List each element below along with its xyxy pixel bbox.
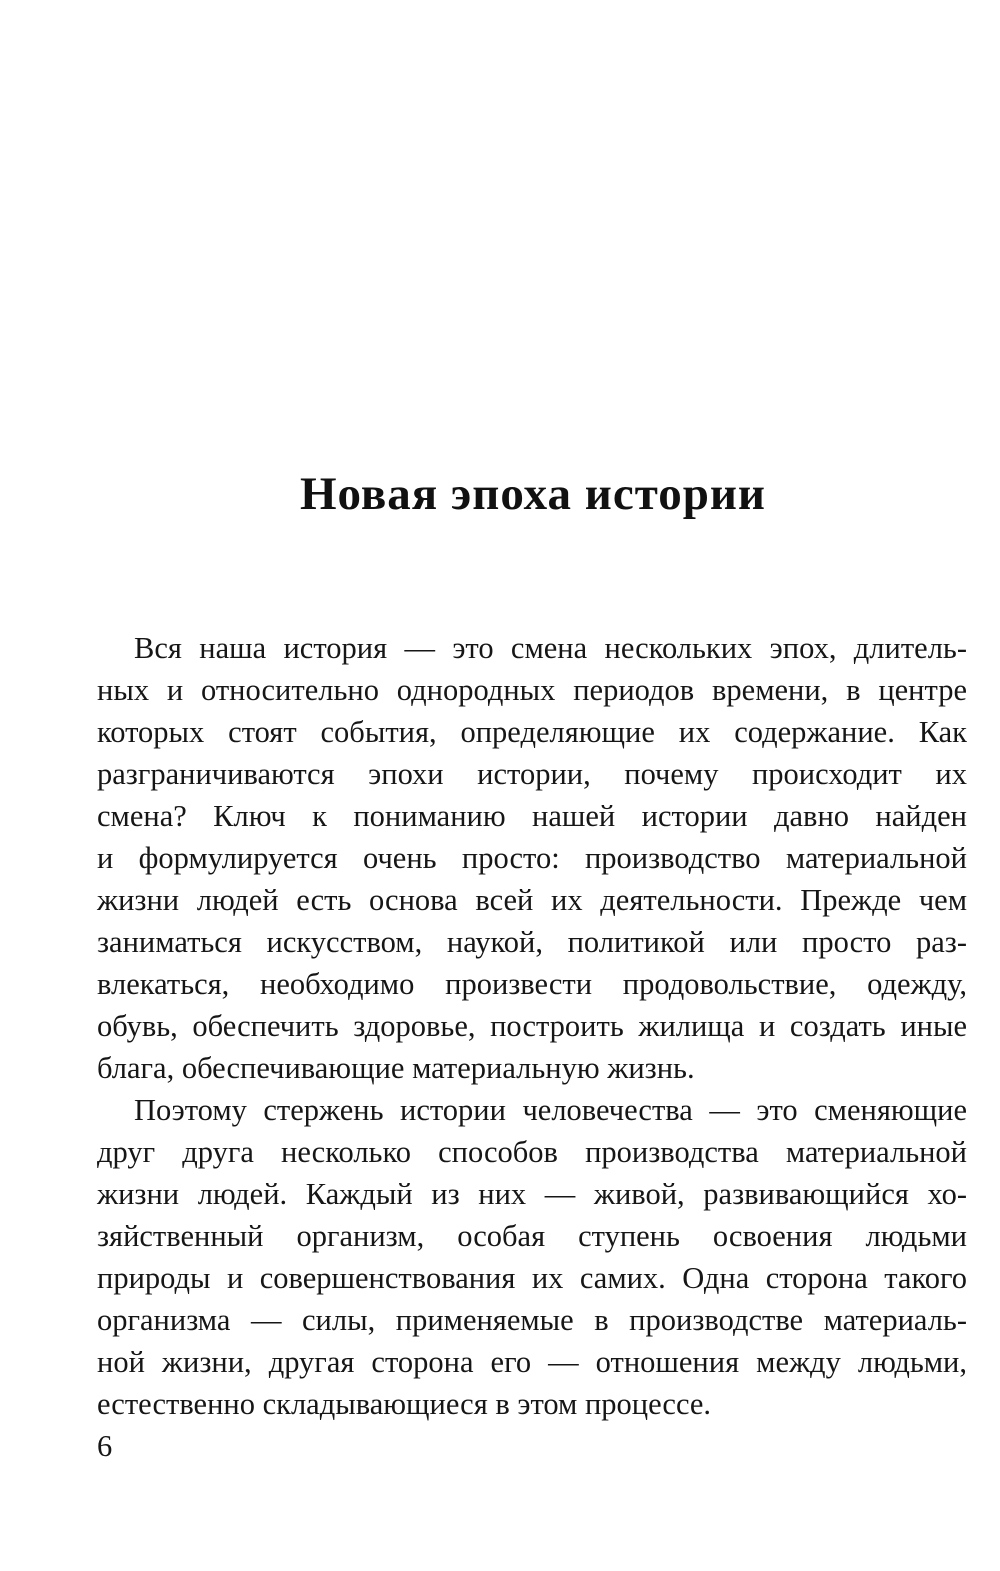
text-line: организма — силы, применяемые в производстве материаль- (97, 1303, 967, 1337)
page-number: 6 (97, 1429, 113, 1463)
text-line: ных и относительно однородных периодов времени, в центре (97, 673, 967, 707)
text-line: природы и совершенствования их самих. Одна сторона такого (97, 1261, 967, 1295)
text-line: заниматься искусством, наукой, политикой или просто раз- (97, 925, 967, 959)
text-line: зяйственный организм, особая ступень освоения людьми (97, 1219, 967, 1253)
text-line: Вся наша история — это смена нескольких эпох, длитель- (134, 631, 967, 665)
chapter-title: Новая эпоха истории (299, 468, 766, 520)
text-line: жизни людей есть основа всей их деятельности. Прежде чем (97, 883, 967, 917)
text-line: которых стоят события, определяющие их содержание. Как (97, 715, 967, 749)
text-line: и формулируется очень просто: производство материальной (97, 841, 967, 875)
text-line: Поэтому стержень истории человечества — это сменяющие (134, 1093, 967, 1127)
chapter-body (97, 627, 967, 1425)
paragraph-1 (97, 627, 967, 1089)
text-line: друг друга несколько способов производства материальной (97, 1135, 967, 1169)
text-line: ной жизни, другая сторона его — отношения между людьми, (97, 1345, 967, 1379)
text-line: блага, обеспечивающие материальную жизнь. (97, 1051, 695, 1085)
text-line: разграничиваются эпохи истории, почему происходит их (97, 757, 967, 791)
text-line: смена? Ключ к пониманию нашей истории давно найден (97, 799, 967, 833)
text-line: обувь, обеспечить здоровье, построить жилища и создать иные (97, 1009, 967, 1043)
text-line: жизни людей. Каждый из них — живой, развивающийся хо- (97, 1177, 967, 1211)
text-line: естественно складывающиеся в этом процессе. (97, 1387, 712, 1421)
text-line: влекаться, необходимо произвести продовольствие, одежду, (97, 967, 967, 1001)
paragraph-2 (97, 1089, 967, 1425)
